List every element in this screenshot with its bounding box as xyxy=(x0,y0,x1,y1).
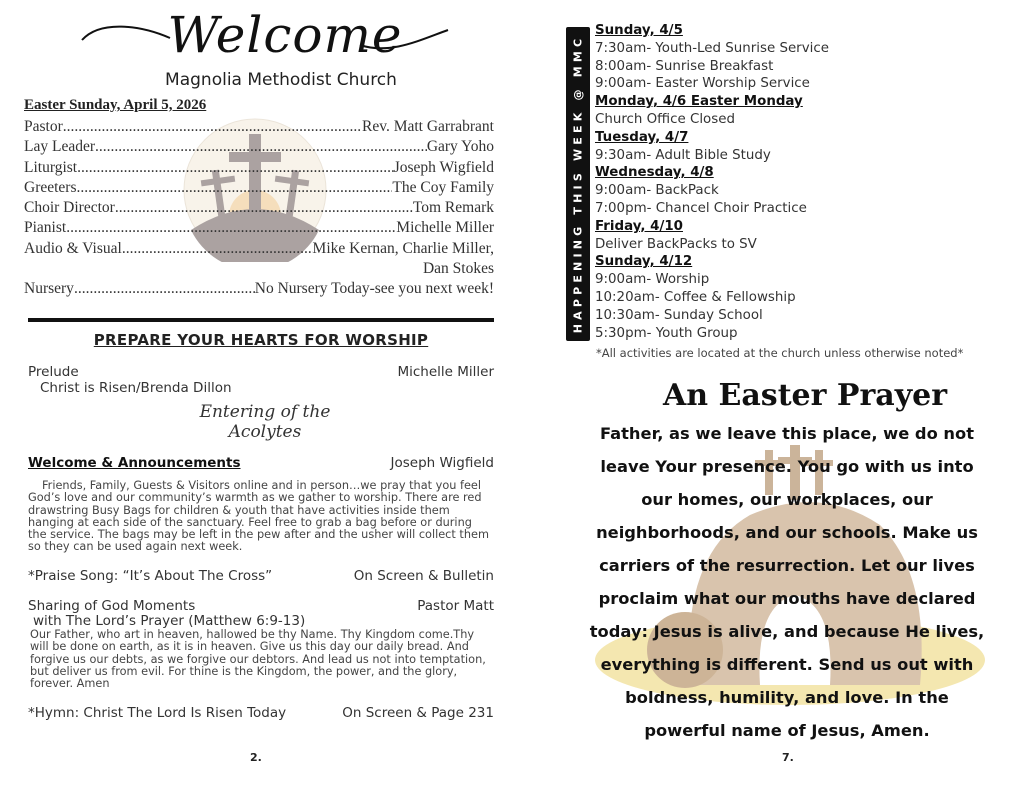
role-name: The Coy Family xyxy=(392,178,494,196)
leader-dots xyxy=(63,117,362,137)
welcome-row xyxy=(28,455,494,471)
role-row xyxy=(24,137,494,157)
acolytes-script: Entering of the Acolytes xyxy=(199,402,331,442)
sharing-label: Sharing of God Moments xyxy=(28,598,196,614)
schedule-day: Wednesday, 4/8 xyxy=(595,165,714,181)
divider xyxy=(28,318,494,322)
sharing-sub: with The Lord’s Prayer (Matthew 6:9-13) xyxy=(33,613,306,629)
welcome-person: Joseph Wigfield xyxy=(390,455,494,471)
role-row xyxy=(24,117,494,137)
prelude-person: Michelle Miller xyxy=(397,364,494,380)
schedule-item: Church Office Closed xyxy=(595,111,735,127)
lords-prayer-text: Our Father, who art in heaven, hallowed be thy Name. Thy Kingdom come.Thy will be done on earth, as it is in heaven. Give us this day our daily bread. And forgive us our debts, as we forgive our debtors. And lead us not into temptation, but deliver us from evil. For thine is the Kingdom, the power, and the glory, forever. Amen xyxy=(30,628,486,691)
praise-label: *Praise Song: “It’s About The Cross” xyxy=(28,568,273,584)
leader-dots xyxy=(115,198,413,218)
page-number-right: 7. xyxy=(782,751,794,764)
schedule-item: 7:30am- Youth-Led Sunrise Service xyxy=(595,40,829,56)
happening-banner xyxy=(566,27,590,341)
role-label: Audio & Visual xyxy=(24,239,122,257)
roles-list xyxy=(24,117,494,300)
welcome-label: Welcome & Announcements xyxy=(28,455,241,471)
sharing-person: Pastor Matt xyxy=(417,598,494,614)
schedule-item: 10:20am- Coffee & Fellowship xyxy=(595,289,796,305)
role-name: Joseph Wigfield xyxy=(393,158,494,176)
role-row xyxy=(24,279,494,299)
schedule xyxy=(595,22,829,342)
prelude-piece: Christ is Risen/Brenda Dillon xyxy=(40,380,232,396)
role-label: Lay Leader xyxy=(24,138,95,156)
role-row xyxy=(24,218,494,238)
leader-dots xyxy=(66,218,396,238)
schedule-item: 7:00pm- Chancel Choir Practice xyxy=(595,200,807,216)
prelude-label: Prelude xyxy=(28,364,79,380)
schedule-day: Sunday, 4/5 xyxy=(595,23,683,38)
role-name: Rev. Matt Garrabrant xyxy=(362,118,494,135)
role-name: No Nursery Today-see you next week! xyxy=(254,280,494,298)
schedule-item: 5:30pm- Youth Group xyxy=(595,325,738,341)
leader-dots xyxy=(77,158,394,178)
schedule-day: Monday, 4/6 Easter Monday xyxy=(595,94,803,110)
schedule-item: Deliver BackPacks to SV xyxy=(595,236,757,252)
leader-dots xyxy=(74,279,255,299)
role-label: Pianist xyxy=(24,219,67,237)
role-label: Choir Director xyxy=(24,199,115,217)
page-number-left: 2. xyxy=(250,751,262,764)
section-heading: PREPARE YOUR HEARTS FOR WORSHIP xyxy=(93,331,429,349)
leader-dots xyxy=(95,137,427,157)
schedule-item: 9:30am- Adult Bible Study xyxy=(595,147,771,163)
role-label: Pastor xyxy=(24,118,63,135)
role-row xyxy=(24,158,494,178)
hymn-where: On Screen & Page 231 xyxy=(342,705,494,721)
role-name: Dan Stokes xyxy=(422,260,494,278)
schedule-item: 8:00am- Sunrise Breakfast xyxy=(595,58,774,74)
praise-where: On Screen & Bulletin xyxy=(353,568,494,584)
welcome-text: Friends, Family, Guests & Visitors online and in person…we pray that you feel God’s love and our community’s warmth as we gather to worship. There are red drawstring Busy Bags for children & youth that have activities inside them hanging at each side of the sanctuary. Feel free to grab a bag before or during the service. The bags may be left in the pew after and the usher will collect them so they can be used again next week. xyxy=(28,479,489,554)
leader-dots xyxy=(77,178,393,198)
schedule-item: 10:30am- Sunday School xyxy=(595,307,763,323)
role-row xyxy=(24,198,494,218)
role-label: Nursery xyxy=(24,280,74,298)
prayer-title: An Easter Prayer xyxy=(662,378,948,413)
prelude-row xyxy=(28,364,494,380)
role-label: Liturgist xyxy=(24,158,78,176)
role-row xyxy=(24,178,494,198)
schedule-item: 9:00am- Easter Worship Service xyxy=(595,76,810,92)
role-label: Greeters xyxy=(24,178,77,196)
role-name: Mike Kernan, Charlie Miller, xyxy=(312,239,494,257)
service-date: Easter Sunday, April 5, 2026 xyxy=(24,97,207,113)
schedule-item: 9:00am- BackPack xyxy=(595,183,719,199)
prayer-text: Father, as we leave this place, we do not leave Your presence. You go with us into our homes, our workplaces, our neighborhoods, and our schools. Make us carriers of the resurrection. Let our lives proclaim what our mouths have declared today: Jesus is alive, and because He lives, everything is different. Send us out with boldness, humility, and love. In the powerful name of Jesus, Amen. xyxy=(589,424,985,740)
role-name: Gary Yoho xyxy=(426,138,494,156)
sharing-row xyxy=(28,598,494,614)
hymn-label: *Hymn: Christ The Lord Is Risen Today xyxy=(28,705,287,721)
banner-text: HAPPENING THIS WEEK @ MMC xyxy=(571,34,585,334)
praise-row xyxy=(28,568,494,584)
schedule-item: 9:00am- Worship xyxy=(595,272,710,288)
schedule-day: Sunday, 4/12 xyxy=(595,254,693,270)
leader-dots xyxy=(122,239,313,259)
role-row xyxy=(24,259,494,279)
welcome-title: Welcome xyxy=(167,6,403,64)
role-row xyxy=(24,239,494,259)
church-name: Magnolia Methodist Church xyxy=(165,70,397,90)
schedule-day: Tuesday, 4/7 xyxy=(595,129,689,145)
schedule-day: Friday, 4/10 xyxy=(595,218,683,234)
hymn-row xyxy=(28,705,494,721)
role-name: Tom Remark xyxy=(412,199,494,217)
schedule-note: *All activities are located at the church unless otherwise noted* xyxy=(596,346,964,360)
role-name: Michelle Miller xyxy=(396,219,494,237)
